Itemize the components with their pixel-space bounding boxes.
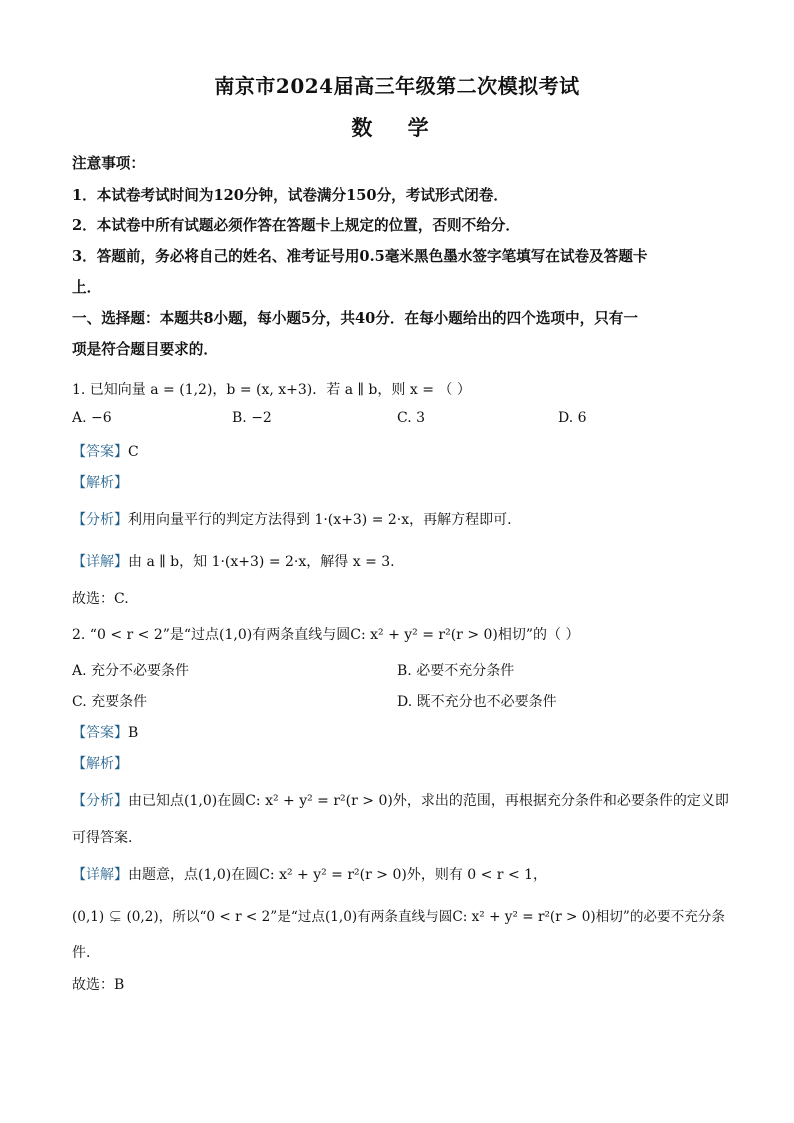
q1-conclusion: 故选：C. — [72, 591, 129, 607]
answer-tag: 【答案】 — [72, 725, 128, 741]
q2-option-d: D. 既不充分也不必要条件 — [397, 694, 557, 710]
exam-title: 南京市2024届高三年级第二次模拟考试 — [214, 74, 580, 98]
q1-answer-row — [72, 441, 139, 461]
q2-analysis-tag: 【解析】 — [72, 756, 128, 772]
q1-option-a: A. −6 — [72, 410, 112, 426]
fenxi-tag: 【分析】 — [72, 512, 128, 528]
detail-tag: 【详解】 — [72, 867, 128, 883]
subject-title: 数 学 — [351, 115, 443, 140]
q1-stem: 1. 已知向量 a = (1,2)，b = (x, x+3)．若 a ∥ b，则 x = （ ） — [72, 382, 471, 398]
q2-option-b: B. 必要不充分条件 — [397, 663, 515, 679]
q2-answer-row — [72, 722, 138, 742]
section1-line1: 一、选择题：本题共8小题，每小题5分，共40分．在每小题给出的四个选项中，只有一 — [72, 310, 638, 327]
q2-detail-line1: 由题意，点(1,0)在圆C: x² + y² = r²(r > 0)外，则有 0 < r < 1， — [128, 867, 548, 883]
q2-detail-line2: (0,1) ⊊ (0,2)，所以“0 < r < 2”是“过点(1,0)有两条直线与圆C: x² + y² = r²(r > 0)相切”的必要不充分条 — [72, 909, 725, 925]
detail-tag: 【详解】 — [72, 554, 128, 570]
q2-fenxi-line2: 可得答案. — [72, 830, 133, 846]
notice-item-3-cont: 上． — [72, 279, 102, 296]
q1-option-c: C. 3 — [397, 410, 426, 426]
q2-stem: 2. “0 < r < 2”是“过点(1,0)有两条直线与圆C: x² + y² = r²(r > 0)相切”的（ ） — [72, 627, 580, 643]
fenxi-tag: 【分析】 — [72, 793, 128, 809]
q2-option-c: C. 充要条件 — [72, 694, 148, 710]
q1-fenxi-row — [72, 509, 512, 529]
q2-option-a: A. 充分不必要条件 — [72, 663, 190, 679]
q2-detail-line3: 件. — [72, 945, 91, 961]
q1-option-d: D. 6 — [558, 410, 587, 426]
section1-line2: 项是符合题目要求的． — [72, 341, 218, 358]
q1-option-b: B. −2 — [232, 410, 272, 426]
q1-detail: 由 a ∥ b，知 1·(x+3) = 2·x，解得 x = 3. — [128, 554, 395, 570]
notice-item-3: 3．答题前，务必将自己的姓名、准考证号用0.5毫米黑色墨水签字笔填写在试卷及答题卡 — [72, 248, 648, 265]
answer-tag: 【答案】 — [72, 444, 128, 460]
notice-item-2: 2．本试卷中所有试题必须作答在答题卡上规定的位置，否则不给分． — [72, 217, 520, 234]
q2-fenxi-row — [72, 790, 729, 810]
q1-answer: C — [128, 444, 139, 460]
q1-fenxi: 利用向量平行的判定方法得到 1·(x+3) = 2·x，再解方程即可. — [128, 512, 512, 528]
q2-detail-row — [72, 864, 547, 884]
q1-analysis-tag: 【解析】 — [72, 475, 128, 491]
q2-fenxi-line1: 由已知点(1,0)在圆C: x² + y² = r²(r > 0)外，求出的范围，再根据充分条件和必要条件的定义即 — [128, 793, 729, 809]
q1-detail-row — [72, 551, 395, 571]
notice-heading: 注意事项： — [72, 155, 145, 172]
q2-conclusion: 故选：B — [72, 977, 125, 993]
q2-answer: B — [128, 725, 139, 741]
notice-item-1: 1．本试卷考试时间为120分钟，试卷满分150分，考试形式闭卷． — [72, 187, 508, 204]
